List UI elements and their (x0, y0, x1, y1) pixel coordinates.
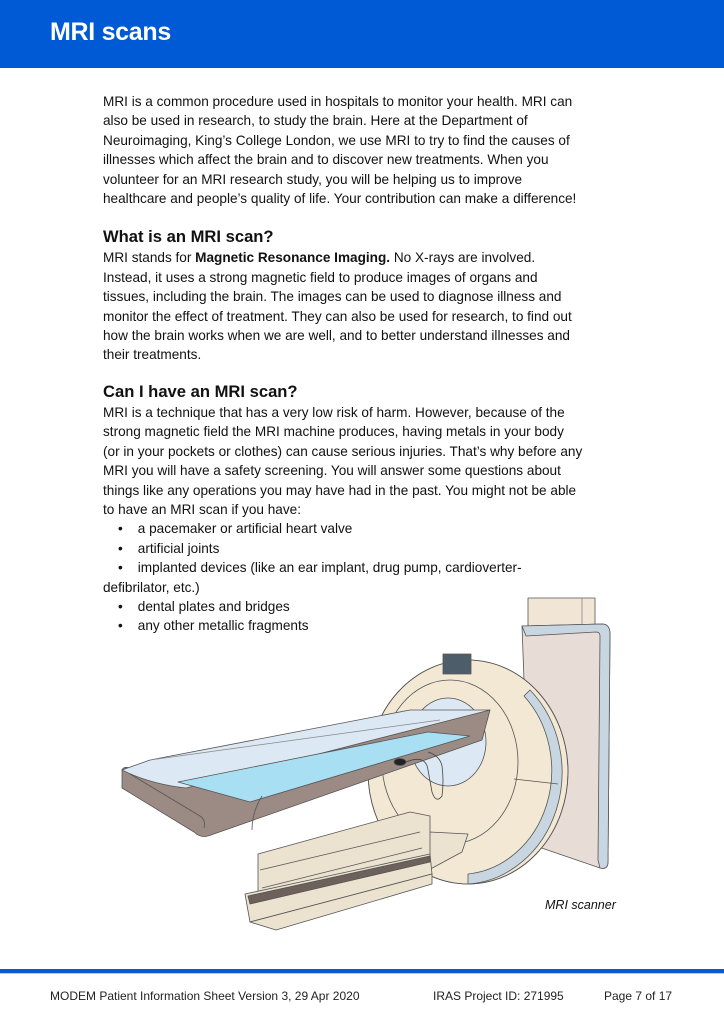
text-after: No X-rays are involved. Instead, it uses a strong magnetic field to produce images of organs and tissues, including the brain. The images can be used to diagnose illness and monitor the effect of treatment. They can also be used for research, to find out how the brain works when we are well, and to better understand illnesses and their treatments. (103, 250, 572, 363)
section-can-i-have-mri-text: MRI is a technique that has a very low risk of harm. However, because of the strong magnetic field the MRI machine produces, having metals in your body (or in your pockets or clothes) can cause serious injuries. That’s why before any MRI you will have a safety screening. You will answer some questions about things like any operations you may have had in the past. You might not be able to have an MRI scan if you have: (103, 404, 583, 517)
list-item-text: any other metallic fragments (137, 618, 309, 634)
page-header (0, 0, 724, 68)
footer-divider (0, 969, 724, 974)
bold-term: Magnetic Resonance Imaging. (195, 250, 391, 266)
list-item-continuation: defibrilator, etc.) (103, 579, 200, 595)
section-heading-what-is-mri: What is an MRI scan? (103, 227, 274, 247)
list-item-text: implanted devices (like an ear implant, drug pump, cardioverter- (137, 560, 522, 576)
page-title: MRI scans (50, 18, 171, 46)
list-item-text: artificial joints (137, 540, 220, 556)
text-before: MRI stands for (103, 250, 196, 266)
footer-project-id: IRAS Project ID: 271995 (433, 989, 564, 1003)
mri-scanner-illustration (110, 592, 630, 942)
scanner-column (528, 598, 595, 628)
bullet-icon: • (118, 618, 123, 634)
section-heading-can-i-have-mri: Can I have an MRI scan? (103, 381, 298, 401)
bullet-icon: • (118, 598, 123, 614)
bullet-icon: • (118, 540, 123, 556)
coil-icon (394, 759, 406, 766)
bullet-icon: • (118, 521, 123, 537)
main-content (103, 92, 583, 636)
list-item (103, 519, 583, 538)
list-item-text: a pacemaker or artificial heart valve (137, 521, 353, 537)
footer-document-info: MODEM Patient Information Sheet Version 3, 29 Apr 2020 (50, 989, 360, 1003)
section-what-is-mri-text (103, 248, 583, 364)
scanner-display (443, 654, 471, 674)
bullet-icon: • (118, 560, 123, 576)
list-item (103, 539, 583, 558)
list-item-text: dental plates and bridges (137, 598, 290, 614)
figure-caption: MRI scanner (545, 898, 616, 912)
footer-page-number: Page 7 of 17 (604, 989, 673, 1003)
intro-paragraph: MRI is a common procedure used in hospitals to monitor your health. MRI can also be used in research, to study the brain. Here at the Department of Neuroimaging, King’s College London, we use MRI to try to find the causes of illnesses which affect the brain and to discover new treatments. When you volunteer for an MRI research study, you will be helping us to improve healthcare and people’s quality of life. Your contribution can make a difference! (103, 94, 577, 207)
